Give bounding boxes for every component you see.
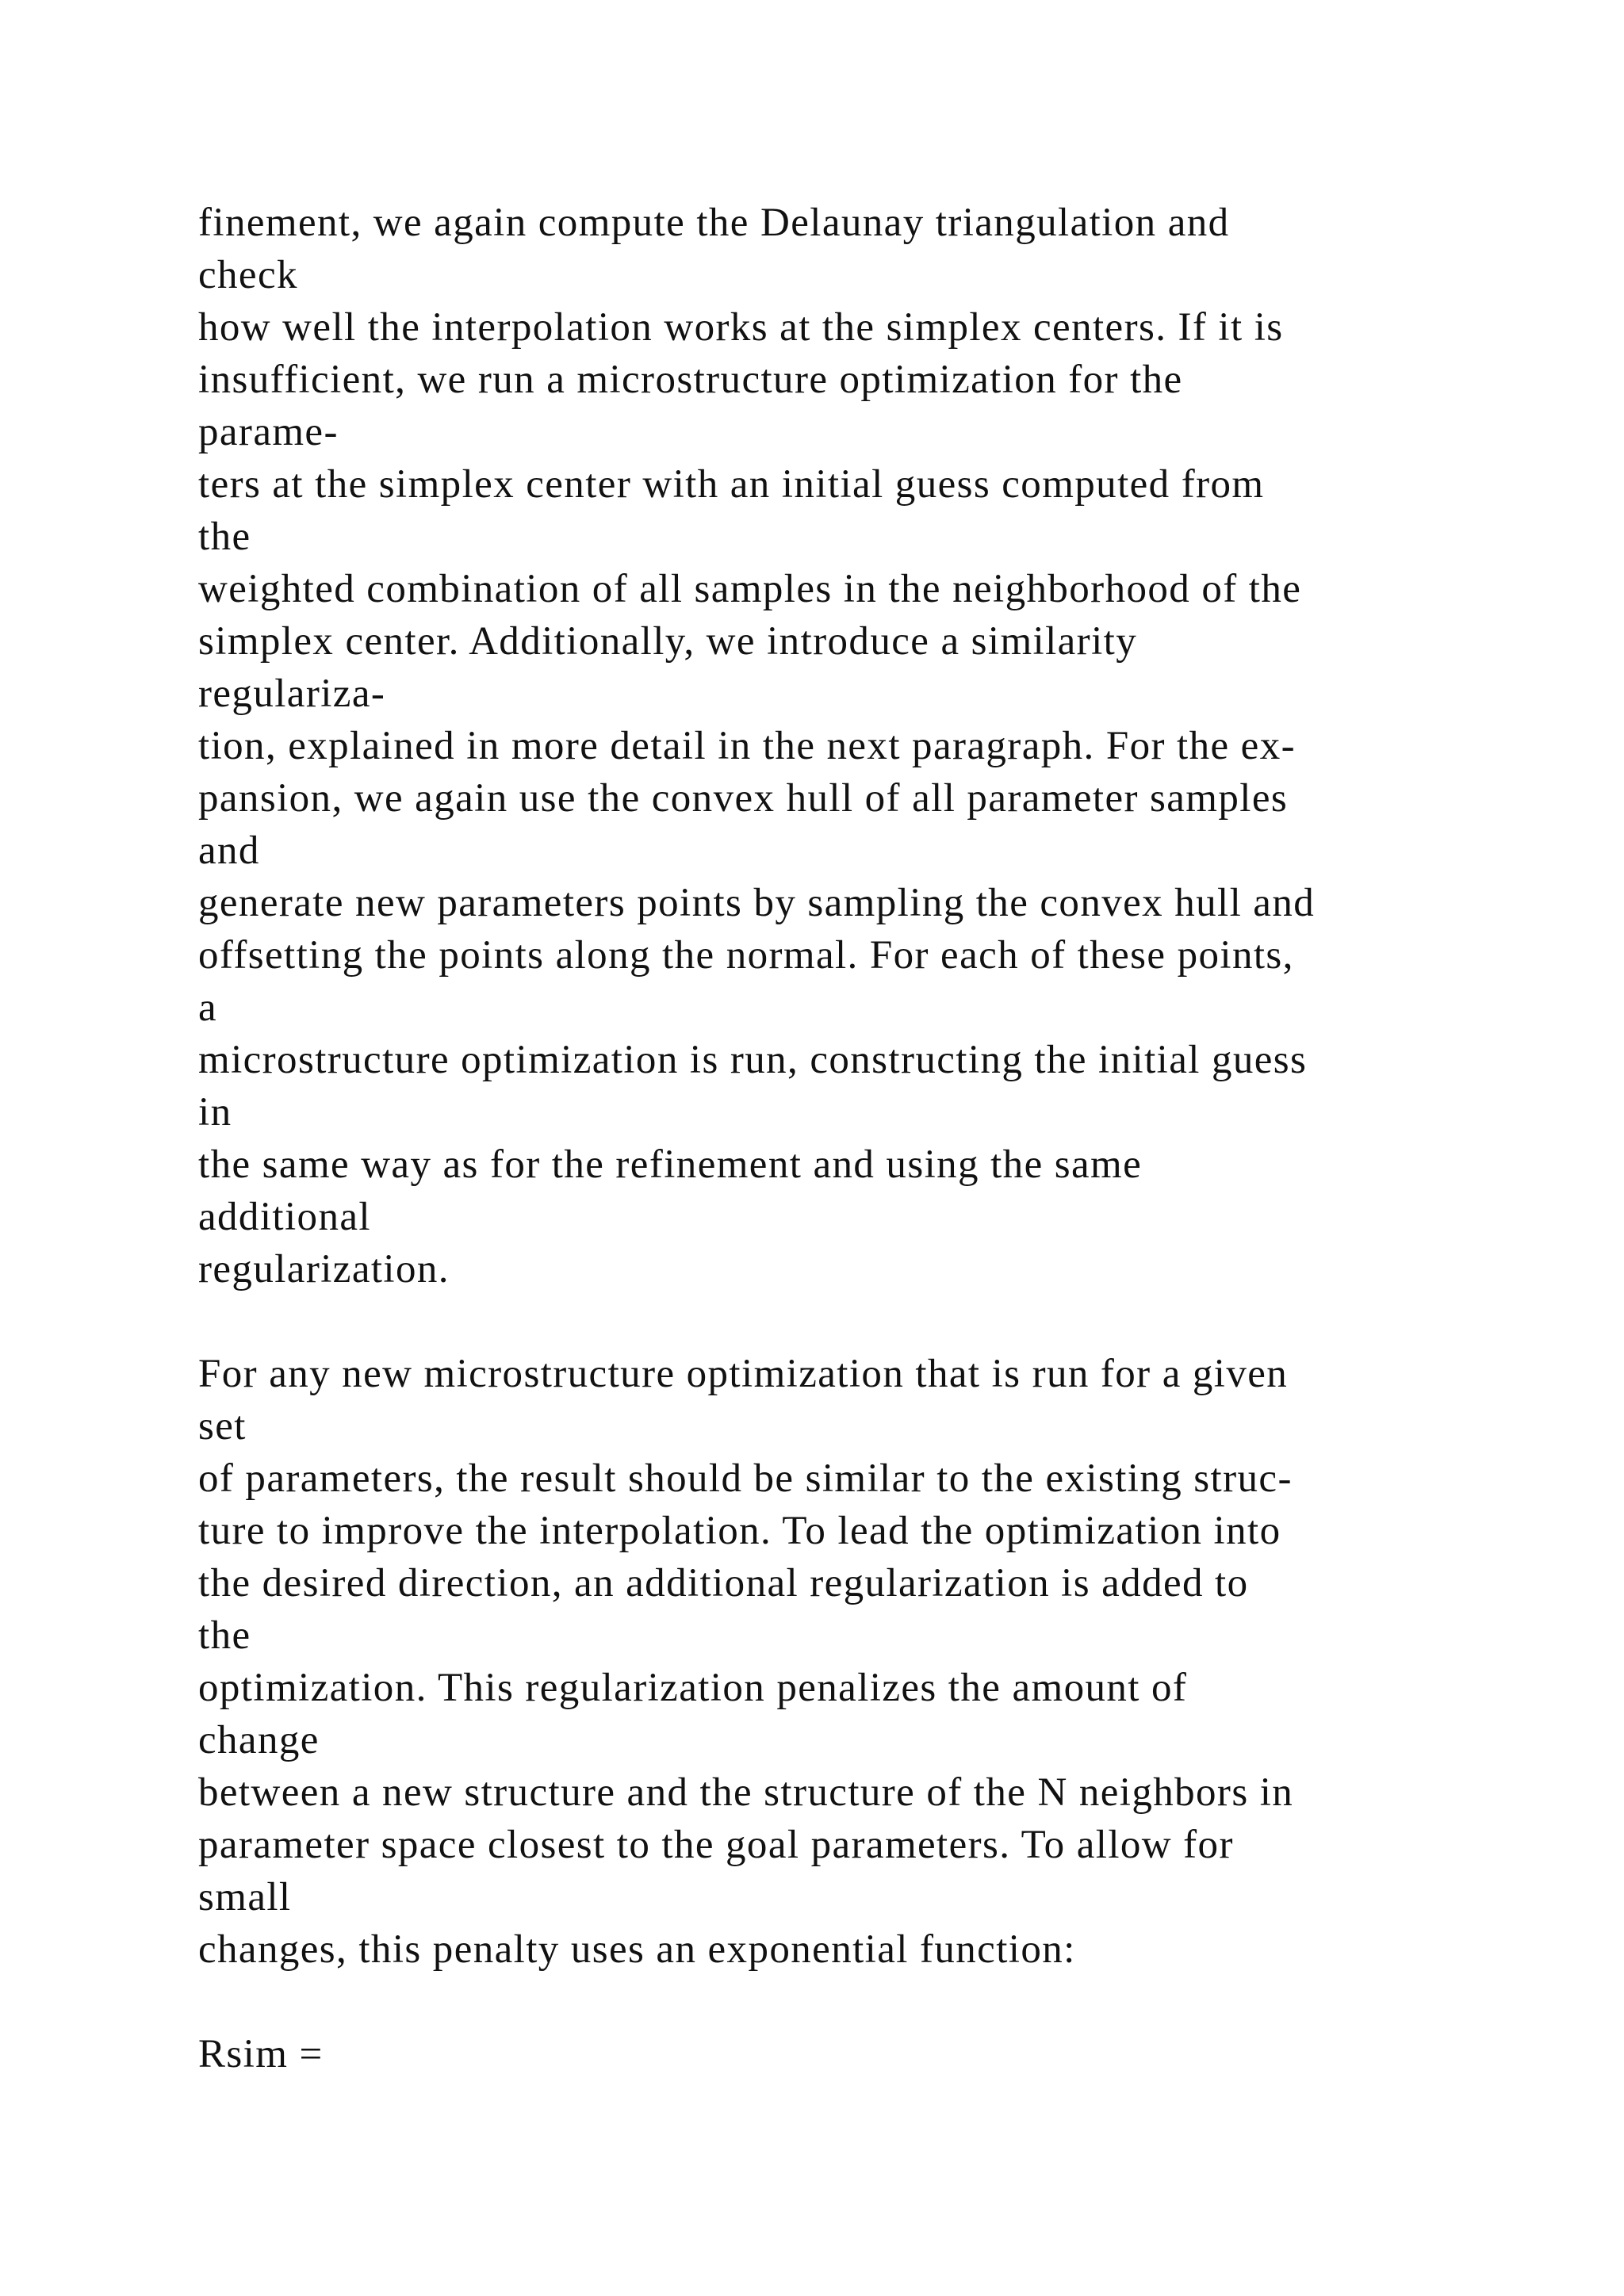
text-line: how well the interpolation works at the simplex centers. If it is (198, 305, 1284, 350)
text-line: parameter space closest to the goal parameters. To allow for (198, 1823, 1234, 1867)
text-line: between a new structure and the structure of the N neighbors in (198, 1770, 1294, 1815)
text-line: changes, this penalty uses an exponential function: (198, 1927, 1076, 1972)
text-line: the desired direction, an additional regularization is added to (198, 1561, 1249, 1605)
text-line: parame- (198, 410, 339, 454)
text-line: finement, we again compute the Delaunay triangulation and (198, 201, 1230, 245)
text-line: the (198, 515, 251, 559)
text-line: additional (198, 1195, 371, 1239)
text-line: pansion, we again use the convex hull of all parameter samples (198, 776, 1289, 821)
equation-line: Rsim = (198, 2032, 324, 2076)
text-line: in (198, 1090, 232, 1135)
text-line: check (198, 253, 298, 297)
text-line: regularization. (198, 1247, 450, 1292)
text-line: small (198, 1875, 292, 1919)
text-line: the same way as for the refinement and using the same (198, 1142, 1143, 1187)
paragraph-1 (198, 197, 1546, 1295)
text-line: weighted combination of all samples in the neighborhood of the (198, 567, 1302, 611)
paragraph-spacer (198, 1295, 1546, 1348)
text-line: the (198, 1613, 251, 1658)
text-line: tion, explained in more detail in the next paragraph. For the ex- (198, 724, 1297, 768)
text-line: a (198, 985, 218, 1030)
text-line: of parameters, the result should be similar to the existing struc- (198, 1456, 1293, 1501)
document-body (198, 197, 1546, 2080)
text-line: simplex center. Additionally, we introduce a similarity (198, 619, 1138, 664)
paragraph-2 (198, 1348, 1546, 1976)
text-line: regulariza- (198, 672, 386, 716)
paragraph-spacer (198, 1976, 1546, 2028)
text-line: generate new parameters points by sampling the convex hull and (198, 881, 1316, 925)
text-line: change (198, 1718, 320, 1762)
text-line: ture to improve the interpolation. To lead the optimization into (198, 1509, 1281, 1553)
text-line: and (198, 828, 260, 873)
text-line: For any new microstructure optimization that is run for a given (198, 1352, 1289, 1396)
text-line: optimization. This regularization penalizes the amount of (198, 1666, 1188, 1710)
text-line: set (198, 1404, 247, 1448)
text-line: offsetting the points along the normal. For each of these points, (198, 933, 1294, 978)
text-line: ters at the simplex center with an initial guess computed from (198, 462, 1265, 507)
text-line: microstructure optimization is run, constructing the initial guess (198, 1038, 1308, 1082)
text-line: insufficient, we run a microstructure optimization for the (198, 358, 1183, 402)
